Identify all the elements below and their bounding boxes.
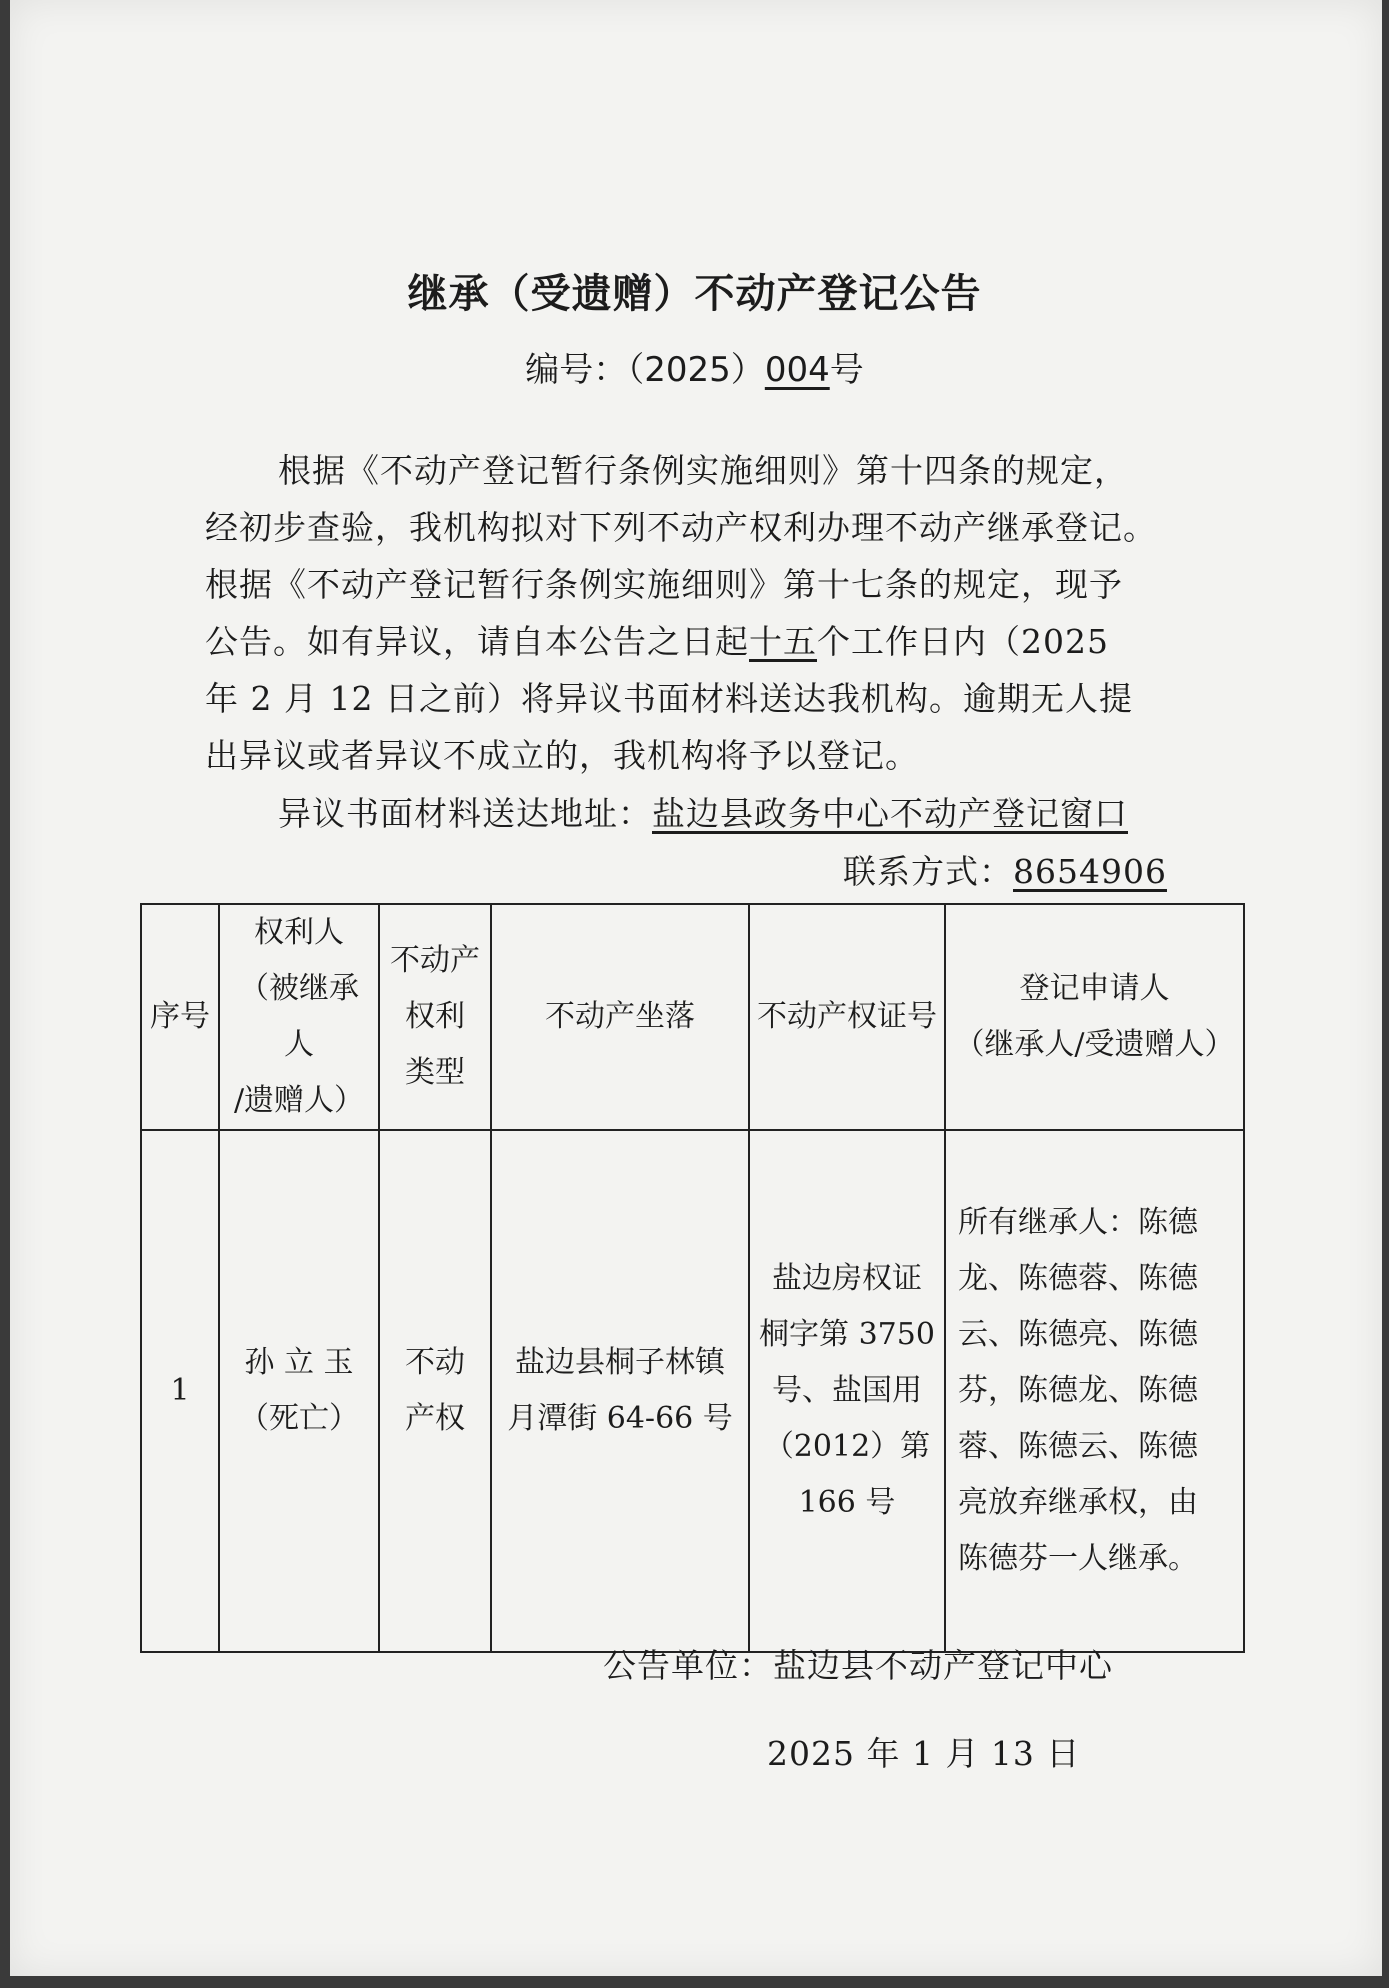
cell-certificate-l3: 号、盐国用 (772, 1373, 922, 1408)
cell-right-holder-l1: 孙 立 玉 (244, 1345, 354, 1380)
header-right-holder-l3: /遗赠人） (233, 1083, 365, 1118)
cell-applicant-l2: 龙、陈德蓉、陈德 (958, 1261, 1198, 1296)
contact-label: 联系方式： (843, 852, 1013, 891)
cell-certificate-no (749, 1130, 945, 1652)
header-certificate-no: 不动产权证号 (749, 904, 945, 1130)
cell-certificate-l2: 桐字第 3750 (759, 1317, 935, 1352)
header-applicant (945, 904, 1244, 1130)
body-line-4-c: 个工作日内（2025 (817, 622, 1109, 661)
body-line-4-a: 公告。如有异议，请自本公告之日起 (205, 622, 749, 661)
body-line-5: 年 2 月 12 日之前）将异议书面材料送达我机构。逾期无人提 (205, 679, 1133, 718)
address-value: 盐边县政务中心不动产登记窗口 (652, 794, 1128, 833)
doc-number-value: 004 (764, 350, 830, 390)
cell-right-type (379, 1130, 491, 1652)
cell-applicant-l4: 芬，陈德龙、陈德 (958, 1373, 1198, 1408)
header-right-type-l1: 不动产 (390, 943, 480, 978)
cell-serial-no: 1 (141, 1130, 219, 1652)
cell-applicant-l1: 所有继承人：陈德 (958, 1205, 1198, 1240)
doc-number-prefix: 编号：（2025） (525, 350, 765, 390)
cell-applicant-l6: 亮放弃继承权，由 (958, 1485, 1198, 1520)
cell-right-holder (219, 1130, 379, 1652)
issuer: 公告单位：盐边县不动产登记中心 (603, 1646, 1113, 1685)
header-applicant-l1: 登记申请人 (1019, 971, 1170, 1006)
document-number (0, 342, 1389, 391)
table-header-row (141, 904, 1244, 1130)
body-line-4 (205, 616, 1109, 663)
contact-line (843, 846, 1167, 893)
cell-right-type-l1: 不动 (405, 1345, 465, 1380)
cell-location-l2: 月潭街 64-66 号 (507, 1401, 733, 1436)
header-right-type-l3: 类型 (405, 1055, 465, 1090)
doc-number-suffix: 号 (829, 350, 864, 390)
address-label: 异议书面材料送达地址： (278, 794, 652, 833)
cell-right-holder-l2: （死亡） (239, 1401, 359, 1436)
issue-date: 2025 年 1 月 13 日 (767, 1734, 1081, 1773)
header-right-type-l2: 权利 (405, 999, 465, 1034)
cell-applicant-l5: 蓉、陈德云、陈德 (958, 1429, 1198, 1464)
cell-location (491, 1130, 749, 1652)
body-line-3: 根据《不动产登记暂行条例实施细则》第十七条的规定，现予 (205, 565, 1123, 604)
document-title: 继承（受遗赠）不动产登记公告 (407, 271, 982, 317)
cell-location-l1: 盐边县桐子林镇 (515, 1345, 725, 1380)
objection-period: 十五 (749, 622, 817, 661)
address-line (278, 788, 1128, 835)
cell-right-type-l2: 产权 (405, 1401, 465, 1436)
cell-certificate-l5: 166 号 (798, 1485, 896, 1520)
header-right-holder-l1: 权利人 (254, 915, 344, 950)
header-applicant-l2: （继承人/受遗赠人） (954, 1027, 1235, 1062)
table-row (141, 1130, 1244, 1652)
registration-table (140, 903, 1245, 1653)
body-line-6: 出异议或者异议不成立的，我机构将予以登记。 (205, 736, 919, 775)
header-right-holder (219, 904, 379, 1130)
cell-certificate-l4: （2012）第 (763, 1429, 931, 1464)
header-right-type (379, 904, 491, 1130)
header-location: 不动产坐落 (491, 904, 749, 1130)
header-serial-no: 序号 (141, 904, 219, 1130)
header-right-holder-l2: （被继承人 (239, 971, 359, 1062)
cell-applicant (945, 1130, 1244, 1652)
body-line-1: 根据《不动产登记暂行条例实施细则》第十四条的规定， (278, 451, 1128, 490)
cell-applicant-l3: 云、陈德亮、陈德 (958, 1317, 1198, 1352)
body-line-2: 经初步查验，我机构拟对下列不动产权利办理不动产继承登记。 (205, 508, 1157, 547)
contact-value: 8654906 (1013, 852, 1167, 891)
cell-applicant-l7: 陈德芬一人继承。 (958, 1541, 1198, 1576)
cell-certificate-l1: 盐边房权证 (772, 1261, 922, 1296)
